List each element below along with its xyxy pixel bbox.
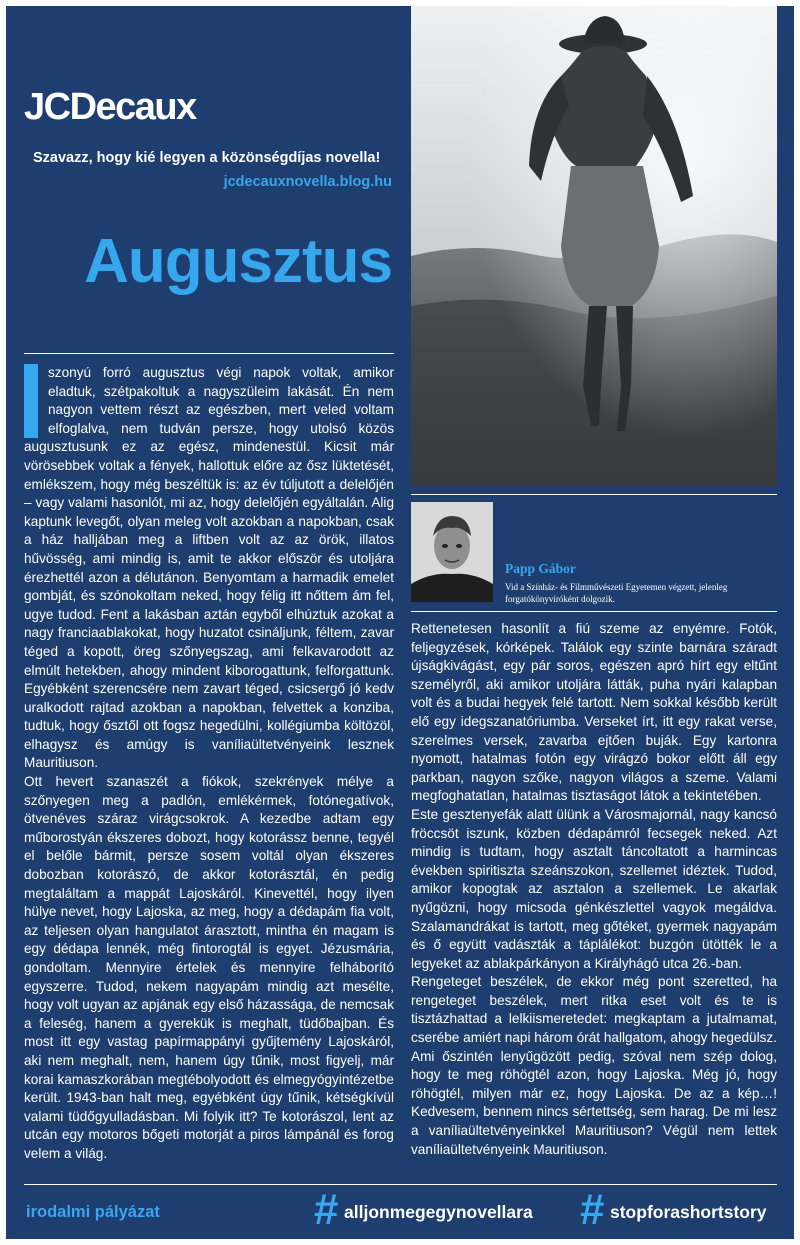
story-paragraph: szonyú forró augusztus végi napok voltak, amikor eladtuk, szétpakoltuk a nagyszüleim lakását. Én nem nagyon vettem részt az egészben, mert veled voltam elfoglalva, nem tudván persze, hogy utolsó közös augusztusunk ez az egész, mindenestül. Kicsit már vörösebbek voltak a fények, hallottuk előre az ősz lüktetését, emlékszem, hogy még beszéltük is: az év túljutott a delelőjén – vagy valami hasonlót, mi az, hogy delelőjén egyáltalán. Alig kaptunk levegőt, olyan meleg volt azokban a napokban, csak a ház halljában meg a liftben volt az az örök, illatos hűvösség, ami mindig is, amit te akkor először és utoljára érezhettél azon a délutánon. Benyomtam a harmadik emelet gombját, és szónokoltam neked, hogy félig itt nőttem ám fel, ugye tudod. Fent a lakásban aztán egyből elhúztuk azokat a nagy franciaablakokat, hogy huzatot csináljunk, féltem, zavar téged a kopott, öreg szőnyegszag, ami felkavarodott az elmúlt hetekben, ahogy mindent kiborogattunk, felforgattunk. Egyébként szerencsére nem zavart téged, csicsergő jó kedv uralkodott rajtad azokban a napokban, felvettek a konziba, tudtuk, hogy ősztől ott fogsz hegedülni, kollégiumba költözöl, elhagysz és amúgy is vaníliaültetvényeink lesznek Mauritiuson. (24, 365, 394, 771)
author-portrait (411, 502, 493, 602)
hashtag-text: alljonmegegynovellara (344, 1202, 533, 1222)
story-column-right (411, 620, 777, 1159)
vote-tagline: Szavazz, hogy kié legyen a közönségdíjas novella! (33, 150, 381, 166)
title-divider (24, 353, 394, 354)
blog-url[interactable]: jcdecauxnovella.blog.hu (223, 174, 392, 190)
story-paragraph: Rengeteget beszélek, de ekkor még pont szeretted, ha rengeteget beszélek, mert ritka eset volt és te is tisztázhattad a lelkiismeretedet: megkaptam a jutalmamat, cserébe amiért napi három órát hallgatom, ahogy hegedülsz. Ami őszintén lenyűgözött pedig, szóval nem szép dolog, hogy te meg röhögtél azon, hogy Lajoska. Még jó, hogy röhögtél, milyen már ez, hogy Lajoska. De az a kép…! Kedvesem, bennem nincs sértettség, sem harag. De mi lesz a vaníliaültetvényeinkkel Mauritiuson? Végül nem lettek vaníliaültetvényeink Mauritiuson. (411, 974, 777, 1157)
photo-divider (411, 494, 777, 495)
author-divider (411, 611, 777, 612)
jcdecaux-logo: JCDecaux (24, 86, 196, 128)
drop-cap-bar (24, 364, 38, 438)
author-name: Papp Gábor (505, 561, 576, 576)
footer-divider (24, 1184, 777, 1185)
story-paragraph: Ott hevert szanaszét a fiókok, szekrények mélye a szőnyegen meg a padlón, emlékérmek, fotónegatívok, ötvenéves száraz virágcsokrok. A kezedbe adtam egy műborostyán ékszeres dobozt, hogy kotorássz benne, tegyél el belőle bármit, persze sosem voltál olyan ékszeres dobozban kotorászó, de akkor kotorásztál, én pedig megtaláltam a mappát Lajoskáról. Kinevettél, hogy ilyen hülye nevet, hogy Lajoska, az meg, hogy a dédapám fia volt, az teljesen olyan hangulatot árasztott, mintha én magam is egy dédapa lennék, még fintorogtál is egyet. Jézusmária, gondoltam. Mennyire értelek és mennyire felháborító egyszerre. Tudod, nekem nagyapám mindig azt mesélte, hogy volt ugyan az apjának egy első házassága, de nemcsak a feleség, hanem a gyerekük is meghalt, tüdőbajban. És most itt egy vastag papírmappányi gyűjtemény Lajoskáról, aki nem meghalt, nem, hanem úgy tűnik, most figyelj, már korai kamaszkorában megtébolyodott és elmegyógyintézetbe került. 1943-ban halt meg, egyébként úgy tűnik, kétségkívül valami tüdőgyulladásban. Mi folyik itt? Te kotorászol, lent az utcán egy motoros bőgeti motorját a piros lámpánál és forog velem a világ. (24, 774, 394, 1161)
story-paragraph: Este gesztenyefák alatt ülünk a Városmajornál, nagy kancsó fröccsöt iszunk, közben dédapámról fecsegek neked. Azt mindig is tudtam, hogy asztalt táncoltatott a harmincas években spiritiszta szeánszokon, szellemet idéztek. Tudod, amikor kopogtak az asztalon a szellemek. Le akarlak nyűgözni, hogy micsoda génkészlettel vagyok megáldva. Szalamandrákat is tartott, meg gőtéket, gyermek nagyapám és ő együtt vadászták a táplálékot: buzgón ütötték le a legyeket az ablakpárkányon a Királyhágó utca 26.-ban. (411, 806, 777, 971)
story-title: Augusztus (84, 227, 392, 296)
author-bio: Vid a Színház- és Filmművészeti Egyetemen végzett, jelenleg forgatókönyvíróként dolgozik. (505, 582, 728, 604)
story-paragraph: Rettenetesen hasonlít a fiú szeme az enyémre. Fotók, feljegyzések, kórképek. Találok egy szinte barnára száradt újságkivágást, egy pár soros, egészen apró hírt egy eltűnt személyről, aki amikor utoljára látták, puha nyári kalapban volt és a budai hegyek felé tartott. Nem sokkal később került elő egy idegszanatóriumba. Verseket írt, itt egy rakat verse, szerelmes versek, zavarba ejtően buják. Egy kartonra nyomott, hatalmas fotón egy virágzó bokor előtt áll egy parkban, nagyon szőke, nagyon világos a szeme. Valami megfoghatatlan, hatalmas tisztaságot látok a tekintetében. (411, 621, 777, 804)
footer-label: irodalmi pályázat (26, 1203, 160, 1221)
hash-icon: # (580, 1185, 605, 1234)
hashtag-text: stopforashortstory (610, 1202, 767, 1222)
hash-icon: # (314, 1185, 339, 1234)
story-column-left (24, 364, 394, 1164)
woman-in-hat-photo (411, 6, 777, 486)
